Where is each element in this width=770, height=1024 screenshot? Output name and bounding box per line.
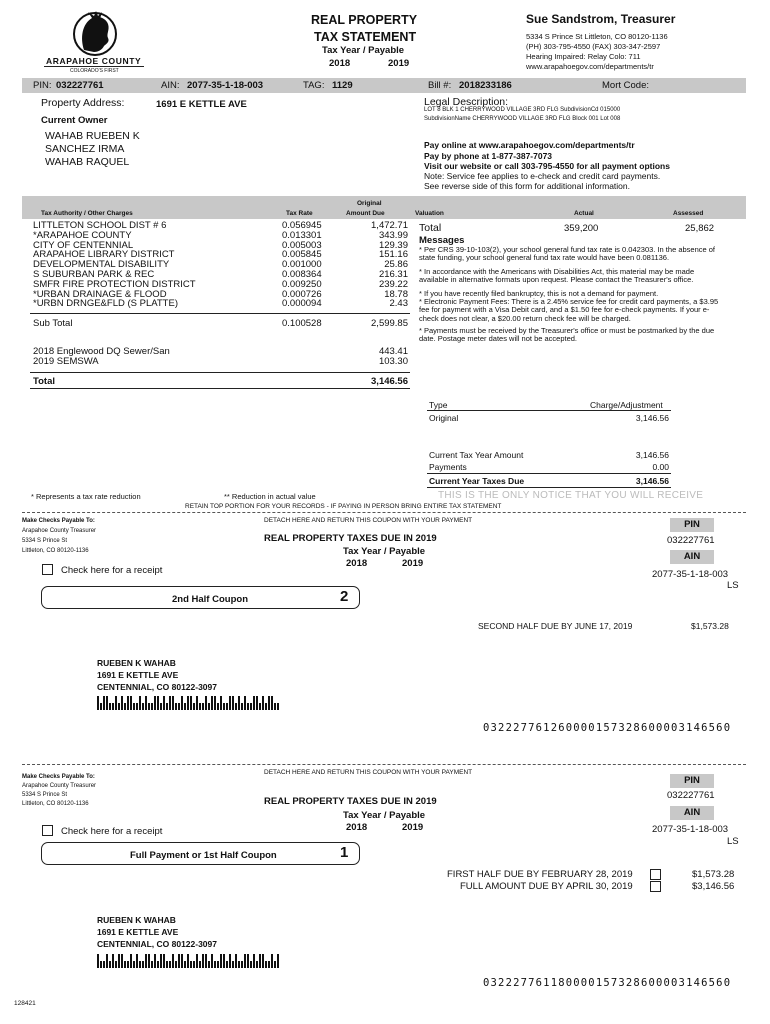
full-amount-label: FULL AMOUNT DUE BY APRIL 30, 2019: [460, 881, 633, 892]
barcode-bar: [247, 703, 249, 710]
other-amounts: 443.41 103.30: [378, 346, 408, 367]
barcode-bar: [187, 954, 189, 968]
barcode-bar: [148, 954, 150, 968]
total-label: Total: [33, 376, 55, 387]
barcode-bar: [160, 703, 162, 710]
bill-value: 2018233186: [459, 80, 512, 91]
checks-payable-label: Make Checks Payable To:: [22, 518, 95, 524]
barcode-bar: [118, 954, 120, 968]
barcode-bar: [211, 954, 213, 968]
barcode-bar: [130, 696, 132, 710]
payments-label: Payments: [429, 462, 467, 472]
tax-rates: 0.056945 0.013301 0.005003 0.005845 0.001000 0.008364 0.009250 0.000726 0.000094: [282, 220, 322, 310]
barcode-bar: [265, 703, 267, 710]
message-4: * Electronic Payment Fees: There is a 2.45% service fee for credit card payments, a $3.95 fee for payment with a Visa Debit card, and a $1.50 fee for e-check payments. If your e-check does not clear, a $20.00 return check fee will be charged.: [419, 297, 719, 323]
second-half-due-label: SECOND HALF DUE BY JUNE 17, 2019: [478, 621, 633, 631]
barcode-bar: [127, 696, 129, 710]
coupon-ls-1: LS: [727, 836, 739, 847]
barcode-bar: [109, 703, 111, 710]
rate-reduction-note: * Represents a tax rate reduction: [31, 492, 141, 501]
treasurer-phone: (PH) 303-795-4550 (FAX) 303-347-2597: [526, 42, 661, 51]
tag-label: TAG:: [303, 80, 325, 91]
barcode-bar: [214, 696, 216, 710]
barcode-bar: [172, 696, 174, 710]
barcode-bar: [262, 954, 264, 968]
property-address-label: Property Address:: [41, 97, 125, 109]
owner-3: WAHAB RAQUEL: [45, 156, 130, 168]
barcode-bar: [106, 696, 108, 710]
message-2: * In accordance with the Americans with Disabilities Act, this material may be made available in alternative formats upon request. Please contact the Treasurer's office.: [419, 267, 695, 285]
legal-line-1: LOT 8 BLK 1 CHERRYWOOD VILLAGE 3RD FLG SubdivisionCd 015000: [424, 107, 621, 113]
second-half-due-amount: $1,573.28: [691, 621, 729, 631]
barcode-bar: [208, 703, 210, 710]
barcode-bar: [220, 954, 222, 968]
receipt-label-1: Check here for a receipt: [61, 826, 163, 837]
barcode-bar: [154, 954, 156, 968]
payee-line-3-1: Littleton, CO 80120-1136: [22, 801, 89, 807]
barcode-bar: [190, 961, 192, 968]
barcode-bar: [157, 961, 159, 968]
mail-name-1: RUEBEN K WAHAB: [97, 915, 176, 925]
barcode-bar: [124, 961, 126, 968]
barcode-bar: [241, 703, 243, 710]
barcode-bar: [121, 954, 123, 968]
current-amount: 3,146.56: [635, 450, 669, 460]
barcode-bar: [145, 954, 147, 968]
statement-title-2: TAX STATEMENT: [314, 30, 417, 44]
barcode-bar: [208, 961, 210, 968]
barcode-bar: [184, 703, 186, 710]
coupon-ain-label: AIN: [670, 550, 714, 564]
mort-code-label: Mort Code:: [602, 80, 649, 91]
barcode-bar: [127, 961, 129, 968]
barcode-bar: [166, 703, 168, 710]
reverse-side-note: See reverse side of this form for additional information.: [424, 181, 630, 191]
treasurer-website[interactable]: www.arapahoegov.com/departments/tr: [526, 62, 654, 71]
payee-line-2-1: 5334 S Prince St: [22, 792, 68, 798]
charge-original-label: Original: [429, 413, 459, 423]
postal-barcode: [97, 696, 279, 710]
barcode-bar: [238, 696, 240, 710]
ocr-scanline: 032227761260000157328600003146560: [483, 722, 732, 734]
barcode-bar: [97, 954, 99, 968]
payments-amount: 0.00: [652, 462, 669, 472]
barcode-bar: [112, 954, 114, 968]
barcode-bar: [238, 961, 240, 968]
pay-online: Pay online at www.arapahoegov.com/departments/tr: [424, 140, 635, 150]
receipt-label: Check here for a receipt: [61, 565, 163, 576]
mail-city-1: CENTENNIAL, CO 80122-3097: [97, 939, 217, 949]
barcode-bar: [253, 696, 255, 710]
coupon-ls: LS: [727, 580, 739, 591]
coupon-pin: 032227761: [667, 535, 715, 546]
barcode-bar: [124, 703, 126, 710]
barcode-bar: [172, 954, 174, 968]
barcode-bar: [112, 703, 114, 710]
barcode-bar: [121, 696, 123, 710]
bill-label: Bill #:: [428, 80, 452, 91]
treasurer-address: 5334 S Prince St Littleton, CO 80120-1136: [526, 32, 668, 41]
message-5: * Payments must be received by the Treasurer's office or must be postmarked by the due date. Postage meter dates will not be accepted.: [419, 326, 715, 344]
barcode-bar: [250, 703, 252, 710]
message-3: * If you have recently filed bankruptcy, this is not a demand for payment.: [419, 289, 659, 298]
coupon-pin-label-1: PIN: [670, 774, 714, 788]
barcode-bar: [244, 954, 246, 968]
barcode-bar: [199, 961, 201, 968]
col-assessed: Assessed: [673, 210, 704, 217]
barcode-bar: [220, 696, 222, 710]
coupon-number: 2: [340, 588, 349, 605]
barcode-bar: [100, 961, 102, 968]
barcode-bar: [187, 696, 189, 710]
total-amount: 3,146.56: [371, 376, 408, 387]
retain-note: RETAIN TOP PORTION FOR YOUR RECORDS - IF PAYING IN PERSON BRING ENTIRE TAX STATEMENT: [185, 503, 502, 510]
barcode-bar: [232, 696, 234, 710]
barcode-bar: [211, 696, 213, 710]
barcode-bar: [229, 954, 231, 968]
barcode-bar: [271, 954, 273, 968]
barcode-bar: [163, 696, 165, 710]
barcode-bar: [97, 696, 99, 710]
barcode-bar: [262, 696, 264, 710]
barcode-bar: [181, 696, 183, 710]
barcode-bar: [271, 696, 273, 710]
col-amount: Amount Due: [346, 210, 385, 217]
valuation-actual: 359,200: [564, 223, 599, 234]
barcode-bar: [205, 696, 207, 710]
barcode-bar: [244, 696, 246, 710]
col-rate: Tax Rate: [286, 210, 313, 217]
treasurer-hearing: Hearing Impaired: Relay Colo: 711: [526, 52, 641, 61]
coupon-payable-year-1: 2019: [402, 822, 424, 833]
barcode-bar: [193, 961, 195, 968]
barcode-bar: [196, 696, 198, 710]
barcode-bar: [247, 954, 249, 968]
coupon-payable-year: 2019: [402, 558, 424, 569]
col-amount-top: Original: [357, 200, 382, 207]
coupon-tax-year-1: 2018: [346, 822, 368, 833]
barcode-bar: [130, 954, 132, 968]
barcode-bar: [163, 954, 165, 968]
barcode-bar: [160, 954, 162, 968]
native-head-icon: [40, 10, 150, 56]
receipt-checkbox-1[interactable]: [42, 825, 53, 836]
mail-city: CENTENNIAL, CO 80122-3097: [97, 682, 217, 692]
ain-value: 2077-35-1-18-003: [187, 80, 264, 91]
coupon-ain-1: 2077-35-1-18-003: [652, 824, 729, 835]
coupon-title-1: REAL PROPERTY TAXES DUE IN 2019: [264, 796, 437, 807]
receipt-checkbox[interactable]: [42, 564, 53, 575]
barcode-bar: [259, 954, 261, 968]
tax-amounts: 1,472.71 343.99 129.39 151.16 25.86 216.31 239.22 18.78 2.43: [371, 220, 408, 310]
tear-line-2: [22, 764, 746, 765]
treasurer-name: Sue Sandstrom, Treasurer: [526, 12, 676, 26]
barcode-bar: [250, 961, 252, 968]
valuation-assessed: 25,862: [685, 223, 715, 234]
message-1: * Per CRS 39-10-103(2), your school general fund tax rate is 0.042303. In the absence of state funding, your school general fund tax rate would have been 0.081136.: [419, 245, 716, 263]
barcode-bar: [151, 961, 153, 968]
barcode-bar: [118, 703, 120, 710]
coupon-tax-year-label: Tax Year / Payable: [343, 546, 426, 557]
tax-authorities: LITTLETON SCHOOL DIST # 6 *ARAPAHOE COUNTY CITY OF CENTENNIAL ARAPAHOE LIBRARY DISTRICT DEVELOPMENTAL DISABILITY S SUBURBAN PARK & REC SMFR FIRE PROTECTION DISTRICT *URBAN DRAINAGE & FLOOD *URBN DRNGE&FLD (S PLATTE): [33, 220, 196, 310]
subtotal-label: Sub Total: [33, 318, 73, 329]
barcode-bar: [175, 961, 177, 968]
barcode-bar: [259, 703, 261, 710]
barcode-bar: [235, 703, 237, 710]
barcode-bar: [103, 961, 105, 968]
ain-label: AIN:: [161, 80, 180, 91]
barcode-bar: [133, 961, 135, 968]
pin-label: PIN:: [33, 80, 52, 91]
valuation-total-label: Total: [419, 222, 442, 234]
barcode-bar: [235, 954, 237, 968]
barcode-bar: [181, 954, 183, 968]
pay-phone: Pay by phone at 1-877-387-7073: [424, 151, 553, 161]
barcode-bar: [103, 696, 105, 710]
barcode-bar: [241, 961, 243, 968]
other-charges: 2018 Englewood DQ Sewer/San 2019 SEMSWA: [33, 346, 170, 367]
messages-label: Messages: [419, 235, 465, 246]
col-authority: Tax Authority / Other Charges: [41, 210, 133, 217]
property-address: 1691 E KETTLE AVE: [156, 99, 247, 110]
coupon-pin-1: 032227761: [667, 790, 715, 801]
barcode-bar: [166, 961, 168, 968]
barcode-bar: [277, 954, 279, 968]
legal-line-2: SubdivisionName CHERRYWOOD VILLAGE 3RD FLG Block 001 Lot 008: [424, 116, 621, 122]
coupon-label-1: Full Payment or 1st Half Coupon: [130, 850, 277, 861]
barcode-bar: [268, 961, 270, 968]
barcode-bar: [139, 961, 141, 968]
pay-options: Visit our website or call 303-795-4550 for all payment options: [424, 161, 670, 171]
col-actual: Actual: [574, 210, 594, 217]
barcode-bar: [217, 961, 219, 968]
barcode-bar: [154, 696, 156, 710]
first-half-due-label: FIRST HALF DUE BY FEBRUARY 28, 2019: [447, 869, 633, 880]
barcode-bar: [145, 696, 147, 710]
barcode-bar: [178, 703, 180, 710]
county-logo: [40, 10, 150, 74]
barcode-bar: [256, 696, 258, 710]
barcode-bar: [169, 696, 171, 710]
barcode-bar: [184, 961, 186, 968]
barcode-bar: [106, 954, 108, 968]
barcode-bar: [202, 703, 204, 710]
coupon-tax-year-label-1: Tax Year / Payable: [343, 810, 426, 821]
barcode-bar: [223, 954, 225, 968]
tag-value: 1129: [332, 80, 353, 91]
coupon-label: 2nd Half Coupon: [172, 594, 248, 605]
barcode-bar: [151, 703, 153, 710]
barcode-bar: [232, 961, 234, 968]
coupon-pin-label: PIN: [670, 518, 714, 532]
ocr-scanline-1: 032227761180000157328600003146560: [483, 977, 732, 989]
barcode-bar: [196, 954, 198, 968]
barcode-bar: [226, 703, 228, 710]
payable-year: 2019: [388, 58, 410, 69]
barcode-bar: [226, 961, 228, 968]
barcode-bar: [169, 961, 171, 968]
first-half-amount: $1,573.28: [692, 869, 735, 880]
barcode-bar: [256, 961, 258, 968]
statement-title-1: REAL PROPERTY: [311, 13, 418, 27]
only-notice: THIS IS THE ONLY NOTICE THAT YOU WILL RECEIVE: [438, 490, 704, 501]
checks-payable-label-1: Make Checks Payable To:: [22, 774, 95, 780]
barcode-bar: [190, 696, 192, 710]
barcode-bar: [253, 954, 255, 968]
barcode-bar: [202, 954, 204, 968]
detach-note-1: DETACH HERE AND RETURN THIS COUPON WITH YOUR PAYMENT: [264, 769, 473, 776]
barcode-bar: [142, 961, 144, 968]
coupon-tax-year: 2018: [346, 558, 368, 569]
taxes-due-amount: 3,146.56: [635, 476, 669, 486]
full-amount-checkbox[interactable]: [650, 881, 661, 892]
barcode-bar: [199, 703, 201, 710]
coupon-title: REAL PROPERTY TAXES DUE IN 2019: [264, 533, 437, 544]
pin-value: 032227761: [56, 80, 104, 91]
barcode-bar: [193, 703, 195, 710]
barcode-bar: [268, 696, 270, 710]
coupon-number-1: 1: [340, 844, 349, 861]
payee-line-2: 5334 S Prince St: [22, 538, 68, 544]
subtotal-amount: 2,599.85: [371, 318, 408, 329]
barcode-bar: [277, 703, 279, 710]
charge-original-amount: 3,146.56: [635, 413, 669, 423]
value-reduction-note: ** Reduction in actual value: [224, 492, 316, 501]
detach-note: DETACH HERE AND RETURN THIS COUPON WITH YOUR PAYMENT: [264, 517, 473, 524]
legal-description-label: Legal Description:: [424, 96, 509, 108]
barcode-bar: [205, 954, 207, 968]
owner-1: WAHAB RUEBEN K: [45, 130, 140, 142]
tear-line-1: [22, 512, 746, 513]
barcode-bar: [175, 703, 177, 710]
barcode-bar: [115, 961, 117, 968]
tax-year: 2018: [329, 58, 351, 69]
coupon-ain: 2077-35-1-18-003: [652, 569, 729, 580]
barcode-bar: [223, 703, 225, 710]
barcode-bar: [136, 703, 138, 710]
barcode-bar: [139, 696, 141, 710]
postal-barcode-1: [97, 954, 279, 968]
current-owner-label: Current Owner: [41, 115, 108, 126]
barcode-bar: [100, 703, 102, 710]
barcode-bar: [265, 961, 267, 968]
form-number: 128421: [14, 1000, 36, 1007]
first-half-checkbox[interactable]: [650, 869, 661, 880]
logo-tagline: COLORADO'S FIRST: [70, 68, 119, 74]
barcode-bar: [274, 703, 276, 710]
payee-line-1-1: Arapahoe County Treasurer: [22, 783, 97, 789]
tax-year-label: Tax Year / Payable: [322, 45, 405, 56]
mail-street: 1691 E KETTLE AVE: [97, 670, 179, 680]
barcode-bar: [157, 696, 159, 710]
current-amount-label: Current Tax Year Amount: [429, 450, 524, 460]
barcode-bar: [217, 703, 219, 710]
barcode-bar: [148, 703, 150, 710]
col-valuation: Valuation: [415, 210, 444, 217]
service-fee-note: Note: Service fee applies to e-check and credit card payments.: [424, 171, 661, 181]
barcode-bar: [214, 961, 216, 968]
barcode-bar: [136, 954, 138, 968]
barcode-bar: [109, 961, 111, 968]
mail-street-1: 1691 E KETTLE AVE: [97, 927, 179, 937]
charge-adjustment-label: Charge/Adjustment: [590, 400, 663, 410]
owner-2: SANCHEZ IRMA: [45, 143, 125, 155]
payee-line-3: Littleton, CO 80120-1136: [22, 548, 89, 554]
full-amount: $3,146.56: [692, 881, 735, 892]
barcode-bar: [178, 954, 180, 968]
payee-line-1: Arapahoe County Treasurer: [22, 528, 97, 534]
logo-text: ARAPAHOE COUNTY: [46, 56, 142, 66]
barcode-bar: [115, 696, 117, 710]
mail-name: RUEBEN K WAHAB: [97, 658, 176, 668]
taxes-due-label: Current Year Taxes Due: [429, 476, 525, 486]
barcode-bar: [133, 703, 135, 710]
barcode-bar: [142, 703, 144, 710]
subtotal-rate: 0.100528: [282, 318, 322, 329]
barcode-bar: [274, 961, 276, 968]
barcode-bar: [229, 696, 231, 710]
charge-type-label: Type: [429, 400, 448, 410]
coupon-ain-label-1: AIN: [670, 806, 714, 820]
